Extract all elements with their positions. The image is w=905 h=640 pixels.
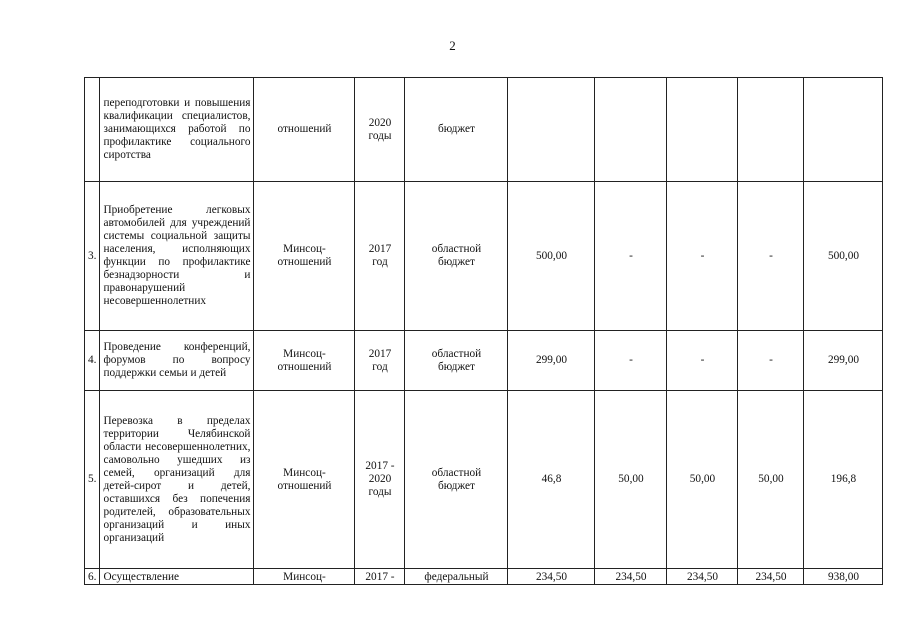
executor: Минсоц- отношений	[254, 391, 355, 569]
row-number: 4.	[85, 331, 100, 391]
row-number: 6.	[85, 569, 100, 585]
amount-2020	[738, 78, 804, 182]
executor: Минсоц- отношений	[254, 331, 355, 391]
funding-source: областной бюджет	[405, 182, 508, 331]
amount-2020: -	[738, 331, 804, 391]
activity-name: Проведение конференций, форумов по вопросу поддержки семьи и детей	[100, 331, 254, 391]
amount-total: 938,00	[804, 569, 883, 585]
activity-name: Осуществление	[100, 569, 254, 585]
page-number: 2	[449, 38, 456, 53]
amount-2019: -	[667, 182, 738, 331]
amount-2020: -	[738, 182, 804, 331]
amount-total: 196,8	[804, 391, 883, 569]
funding-source: областной бюджет	[405, 331, 508, 391]
amount-2018: -	[595, 331, 667, 391]
amount-total	[804, 78, 883, 182]
amount-2020: 50,00	[738, 391, 804, 569]
funding-source: бюджет	[405, 78, 508, 182]
period: 2017 год	[355, 331, 405, 391]
executor: отношений	[254, 78, 355, 182]
funding-source: федеральный	[405, 569, 508, 585]
amount-2018: -	[595, 182, 667, 331]
amount-2019	[667, 78, 738, 182]
period: 2020 годы	[355, 78, 405, 182]
amount-2019: -	[667, 331, 738, 391]
table-row	[85, 391, 883, 569]
program-activities-table	[84, 77, 883, 585]
table-row	[85, 78, 883, 182]
funding-source: областной бюджет	[405, 391, 508, 569]
amount-2018	[595, 78, 667, 182]
activity-name: Перевозка в пределах территории Челябинской области несовершеннолетних, самовольно ушедших из семей, организаций для детей-сирот и детей, оставшихся без попечения родителей, образовательных организаций и иных организаций	[100, 391, 254, 569]
period: 2017 год	[355, 182, 405, 331]
table-row	[85, 569, 883, 585]
amount-2019: 50,00	[667, 391, 738, 569]
amount-2017	[508, 78, 595, 182]
activity-name: Приобретение легковых автомобилей для учреждений системы социальной защиты населения, исполняющих функции по профилактике безнадзорности и правонарушений несовершеннолетних	[100, 182, 254, 331]
amount-2019: 234,50	[667, 569, 738, 585]
executor: Минсоц- отношений	[254, 182, 355, 331]
row-number: 5.	[85, 391, 100, 569]
table-row	[85, 182, 883, 331]
amount-2018: 50,00	[595, 391, 667, 569]
amount-2017: 299,00	[508, 331, 595, 391]
table-row	[85, 331, 883, 391]
row-number	[85, 78, 100, 182]
amount-total: 500,00	[804, 182, 883, 331]
period: 2017 - 2020 годы	[355, 391, 405, 569]
amount-2017: 46,8	[508, 391, 595, 569]
amount-total: 299,00	[804, 331, 883, 391]
executor: Минсоц-	[254, 569, 355, 585]
period: 2017 -	[355, 569, 405, 585]
amount-2017: 500,00	[508, 182, 595, 331]
amount-2020: 234,50	[738, 569, 804, 585]
amount-2017: 234,50	[508, 569, 595, 585]
row-number: 3.	[85, 182, 100, 331]
amount-2018: 234,50	[595, 569, 667, 585]
activity-name: переподготовки и повышения квалификации специалистов, занимающихся работой по профилактике социального сиротства	[100, 78, 254, 182]
